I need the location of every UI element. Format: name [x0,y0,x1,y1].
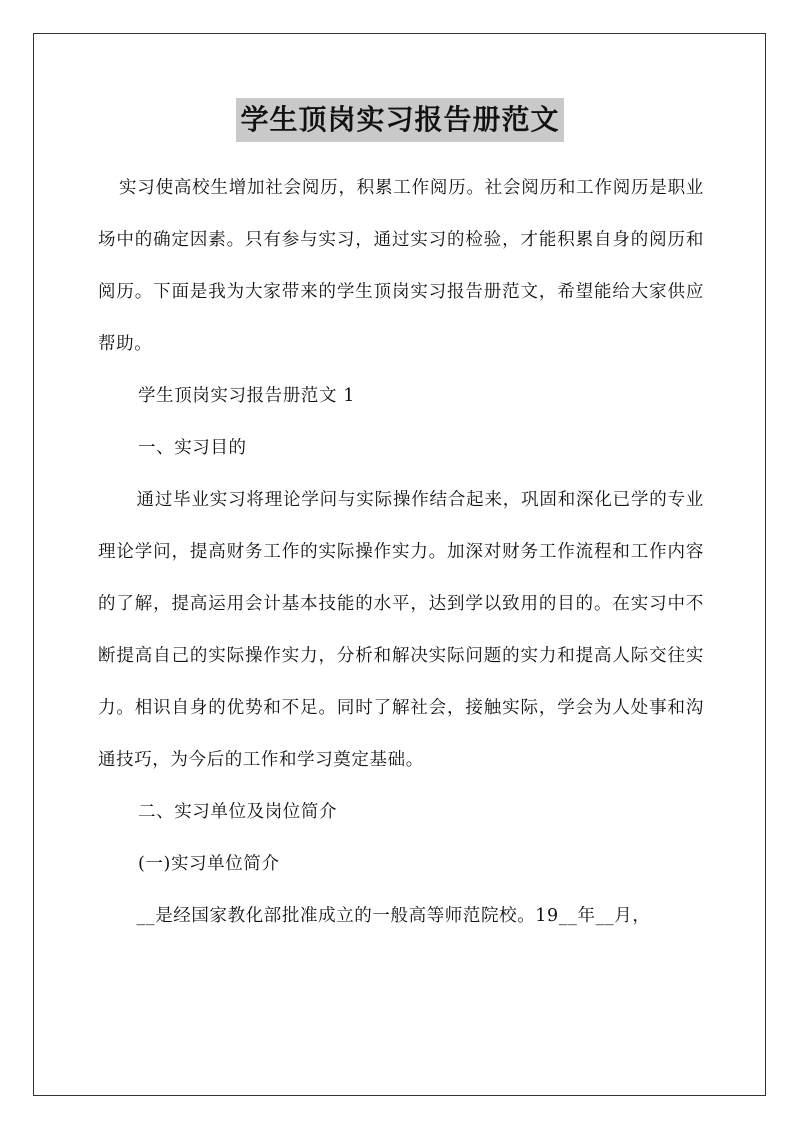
document-title-wrap [0,98,800,142]
heading-purpose: 一、实习目的 [138,438,247,458]
subheading-unit-intro: (一)实习单位简介 [138,854,280,874]
heading-unit: 二、实习单位及岗位简介 [138,802,338,822]
intro-paragraph: 实习使高校生增加社会阅历，积累工作阅历。社会阅历和工作阅历是职业场中的确定因素。只有参与实习，通过实习的检验，才能积累自身的阅历和阅历。下面是我为大家带来的学生顶岗实习报告册范文，希望能给大家供应帮助。 [98,178,704,354]
section-title: 学生顶岗实习报告册范文 1 [138,386,355,406]
purpose-paragraph: 通过毕业实习将理论学问与实际操作结合起来，巩固和深化已学的专业理论学问，提高财务工作的实际操作实力。加深对财务工作流程和工作内容的了解，提高运用会计基本技能的水平，达到学以致用的目的。在实习中不断提高自己的实际操作实力，分析和解决实际问题的实力和提高人际交往实力。相识自身的优势和不足。同时了解社会，接触实际，学会为人处事和沟通技巧，为今后的工作和学习奠定基础。 [98,490,704,770]
unit-paragraph: __是经国家教化部批准成立的一般高等师范院校。19__年__月， [136,906,651,926]
document-body [98,162,704,942]
document-title: 学生顶岗实习报告册范文 [236,98,563,142]
